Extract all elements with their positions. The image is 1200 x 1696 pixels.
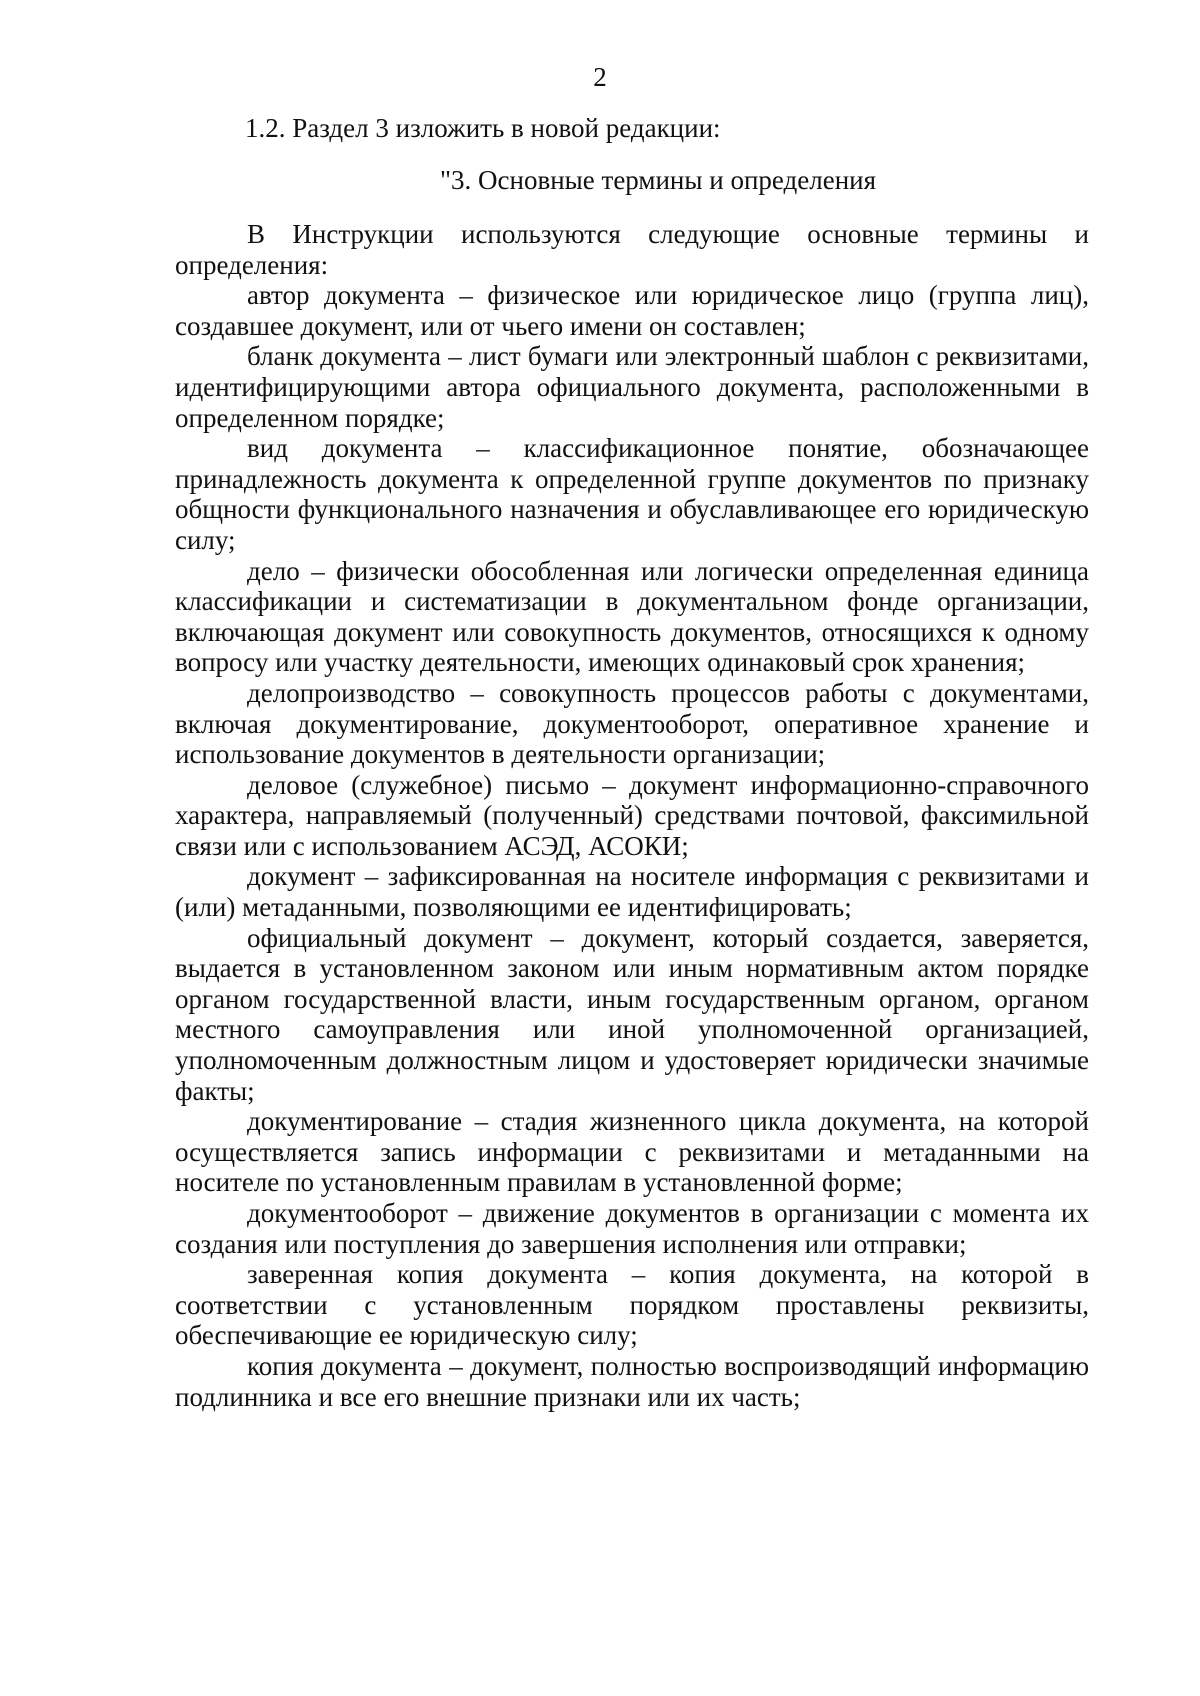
- amendment-instruction: 1.2. Раздел 3 изложить в новой редакции:: [245, 113, 721, 143]
- term-document: документ – зафиксированная на носителе информация с реквизитами и (или) метаданными, позволяющими ее идентифицировать;: [175, 861, 1089, 923]
- term-case-file: дело – физически обособленная или логически определенная единица классификации и систематизации в документальном фонде организации, включающая документ или совокупность документов, относящихся к одному вопросу или участку деятельности, имеющих одинаковый срок хранения;: [175, 555, 1089, 678]
- term-document-copy: копия документа – документ, полностью воспроизводящий информацию подлинника и все его внешние признаки или их часть;: [175, 1350, 1089, 1412]
- paragraph-intro: В Инструкции используются следующие основные термины и определения:: [175, 219, 1089, 280]
- section-title: "3. Основные термины и определения: [440, 165, 877, 195]
- page-number: 2: [593, 62, 607, 92]
- term-document-type: вид документа – классификационное понятие, обозначающее принадлежность документа к определенной группе документов по признаку общности функционального назначения и обуславливающее его юридическую силу;: [175, 433, 1089, 555]
- terms-body: [175, 219, 1089, 1412]
- term-document-form: бланк документа – лист бумаги или электронный шаблон с реквизитами, идентифицирующими автора официального документа, расположенными в определенном порядке;: [175, 341, 1089, 433]
- term-document-author: автор документа – физическое или юридическое лицо (группа лиц), создавшее документ, или от чьего имени он составлен;: [175, 280, 1089, 341]
- term-document-flow: документооборот – движение документов в организации с момента их создания или поступления до завершения исполнения или отправки;: [175, 1198, 1089, 1259]
- term-certified-copy: заверенная копия документа – копия документа, на которой в соответствии с установленным порядком проставлены реквизиты, обеспечивающие ее юридическую силу;: [175, 1259, 1089, 1351]
- term-business-letter: деловое (служебное) письмо – документ информационно-справочного характера, направляемый (полученный) средствами почтовой, факсимильной связи или с использованием АСЭД, АСОКИ;: [175, 769, 1089, 861]
- term-records-management: делопроизводство – совокупность процессов работы с документами, включая документирование, документооборот, оперативное хранение и использование документов в деятельности организации;: [175, 677, 1089, 770]
- term-documenting: документирование – стадия жизненного цикла документа, на которой осуществляется запись информации с реквизитами и метаданными на носителе по установленным правилам в установленной форме;: [175, 1106, 1089, 1198]
- term-official-document: официальный документ – документ, который создается, заверяется, выдается в установленном законом или иным нормативным актом порядке органом государственной власти, иным государственным органом, органом местного самоуправления или иной уполномоченной организацией, уполномоченным должностным лицом и удостоверяет юридически значимые факты;: [175, 922, 1089, 1106]
